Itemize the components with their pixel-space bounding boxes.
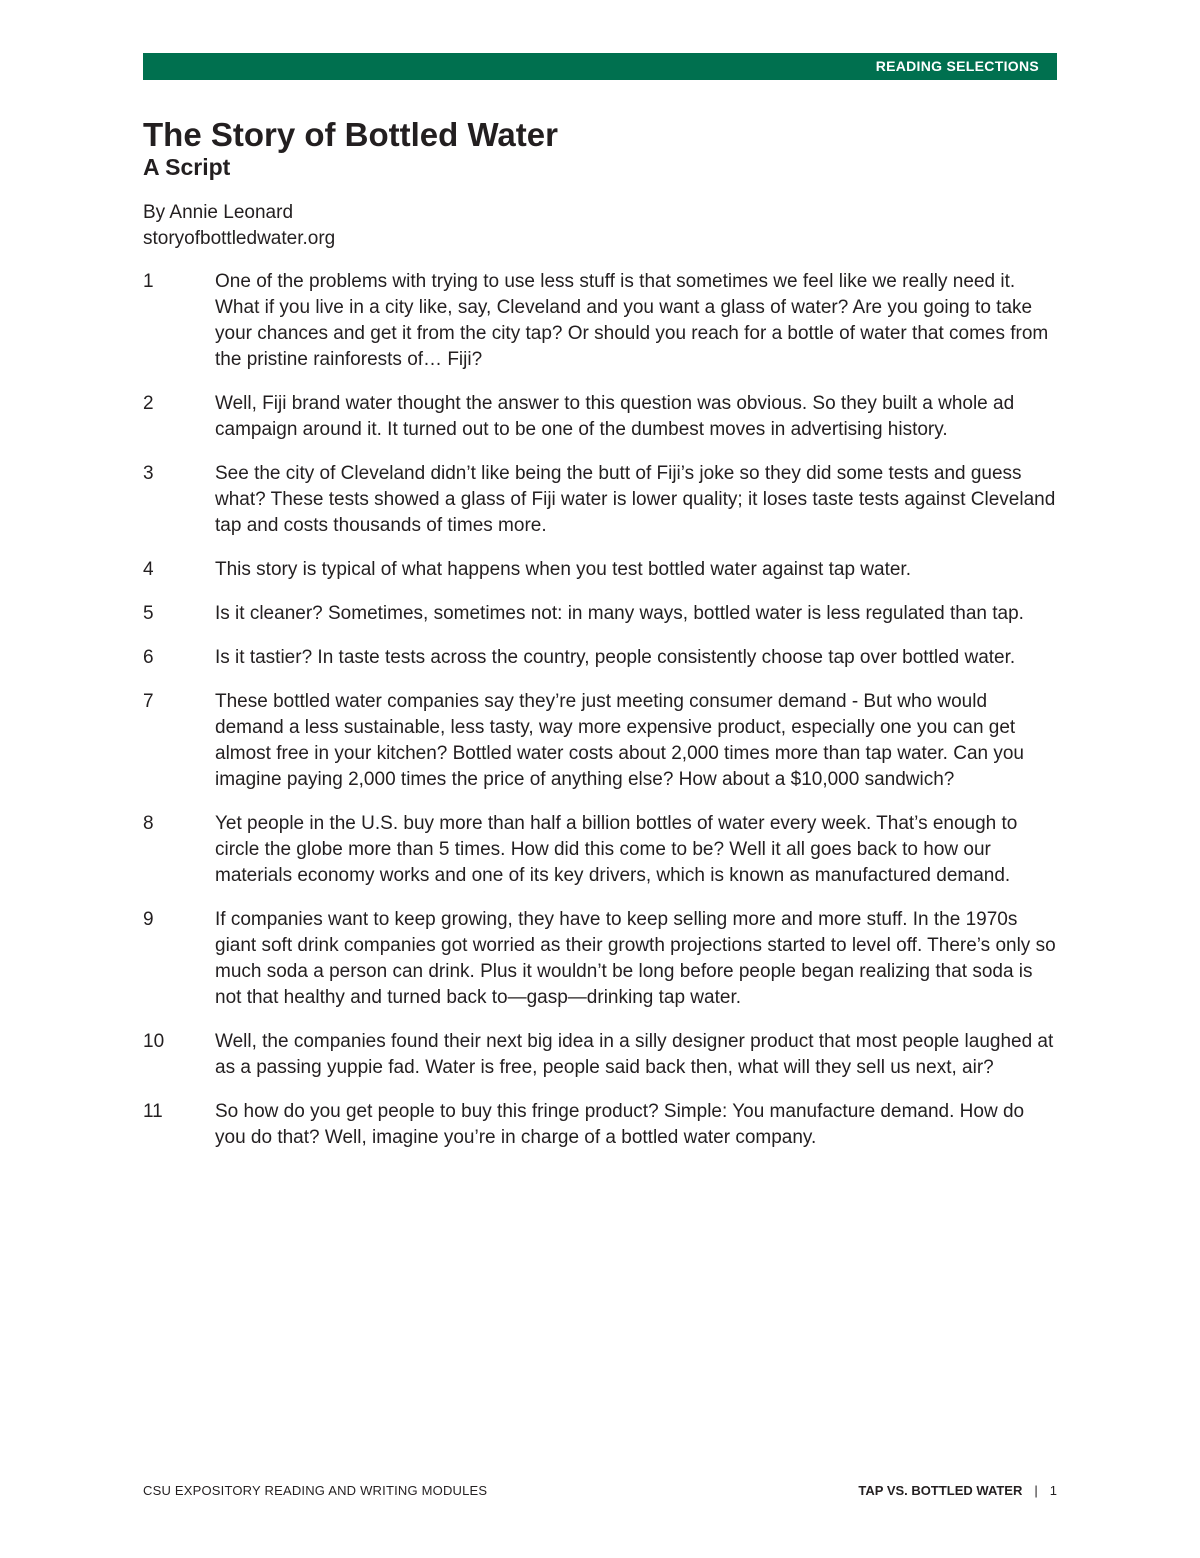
paragraph-text: If companies want to keep growing, they have to keep selling more and more stuff. In the 1970s giant soft drink companies got worried as their growth projections started to level off. There’s only so much soda a person can drink. Plus it wouldn’t be long before people began realizing that soda is not that healthy and turned back to—gasp—drinking tap water.: [215, 909, 1056, 1008]
paragraph-text: These bottled water companies say they’re just meeting consumer demand - But who would demand a less sustainable, less tasty, way more expensive product, especially one you can get almost free in your kitchen? Bottled water costs about 2,000 times more than tap water. Can you imagine paying 2,000 times the price of anything else? How about a $10,000 sandwich?: [215, 691, 1024, 790]
paragraph-list: [143, 269, 1057, 1169]
paragraph: [143, 461, 1057, 539]
paragraph-number: 5: [143, 603, 154, 624]
paragraph: [143, 689, 1057, 793]
paragraph-number: 10: [143, 1031, 165, 1052]
paragraph-number: 7: [143, 691, 154, 712]
page-number: 1: [1049, 1483, 1057, 1498]
paragraph-text: Yet people in the U.S. buy more than half a billion bottles of water every week. That’s enough to circle the globe more than 5 times. How did this come to be? Well it all goes back to how our materials economy works and one of its key drivers, which is known as manufactured demand.: [215, 813, 1018, 886]
paragraph: [143, 1099, 1057, 1151]
paragraph-number: 6: [143, 647, 154, 668]
paragraph-text: See the city of Cleveland didn’t like being the butt of Fiji’s joke so they did some tests and guess what? These tests showed a glass of Fiji water is lower quality; it loses taste tests against Cleveland tap and costs thousands of times more.: [215, 463, 1056, 536]
footer-module-title: TAP VS. BOTTLED WATER: [858, 1483, 1023, 1498]
footer-series: CSU EXPOSITORY READING AND WRITING MODULES: [143, 1483, 488, 1498]
paragraph-text: Is it cleaner? Sometimes, sometimes not: in many ways, bottled water is less regulated than tap.: [215, 603, 1024, 624]
document-title: The Story of Bottled Water: [143, 116, 558, 153]
footer-page-info: [858, 1483, 1057, 1498]
section-label: READING SELECTIONS: [875, 58, 1039, 74]
paragraph: [143, 907, 1057, 1011]
paragraph-number: 4: [143, 559, 154, 580]
paragraph: [143, 811, 1057, 889]
author: By Annie Leonard: [143, 202, 294, 223]
paragraph-text: Well, Fiji brand water thought the answer to this question was obvious. So they built a whole ad campaign around it. It turned out to be one of the dumbest moves in advertising history.: [215, 393, 1015, 440]
paragraph: [143, 601, 1057, 627]
source-url: storyofbottledwater.org: [143, 228, 336, 249]
paragraph: [143, 645, 1057, 671]
paragraph-text: One of the problems with trying to use less stuff is that sometimes we feel like we really need it. What if you live in a city like, say, Cleveland and you want a glass of water? Are you going to take your chances and get it from the city tap? Or should you reach for a bottle of water that comes from the pristine rainforests of… Fiji?: [215, 271, 1049, 370]
paragraph: [143, 557, 1057, 583]
paragraph-text: So how do you get people to buy this fringe product? Simple: You manufacture demand. How do you do that? Well, imagine you’re in charge of a bottled water company.: [215, 1101, 1025, 1148]
section-header-bar: [143, 53, 1057, 80]
paragraph-text: Well, the companies found their next big idea in a silly designer product that most people laughed at as a passing yuppie fad. Water is free, people said back then, what will they sell us next, air?: [215, 1031, 1054, 1078]
paragraph-text: This story is typical of what happens when you test bottled water against tap water.: [215, 559, 911, 580]
paragraph-number: 9: [143, 909, 154, 930]
paragraph-number: 1: [143, 271, 154, 292]
paragraph-number: 2: [143, 393, 154, 414]
paragraph-number: 3: [143, 463, 154, 484]
paragraph: [143, 391, 1057, 443]
document-subtitle: A Script: [143, 154, 231, 180]
paragraph: [143, 269, 1057, 373]
byline: [143, 200, 335, 252]
paragraph-text: Is it tastier? In taste tests across the country, people consistently choose tap over bottled water.: [215, 647, 1016, 668]
paragraph: [143, 1029, 1057, 1081]
footer-separator: |: [1034, 1483, 1038, 1498]
paragraph-number: 11: [143, 1101, 163, 1122]
paragraph-number: 8: [143, 813, 154, 834]
